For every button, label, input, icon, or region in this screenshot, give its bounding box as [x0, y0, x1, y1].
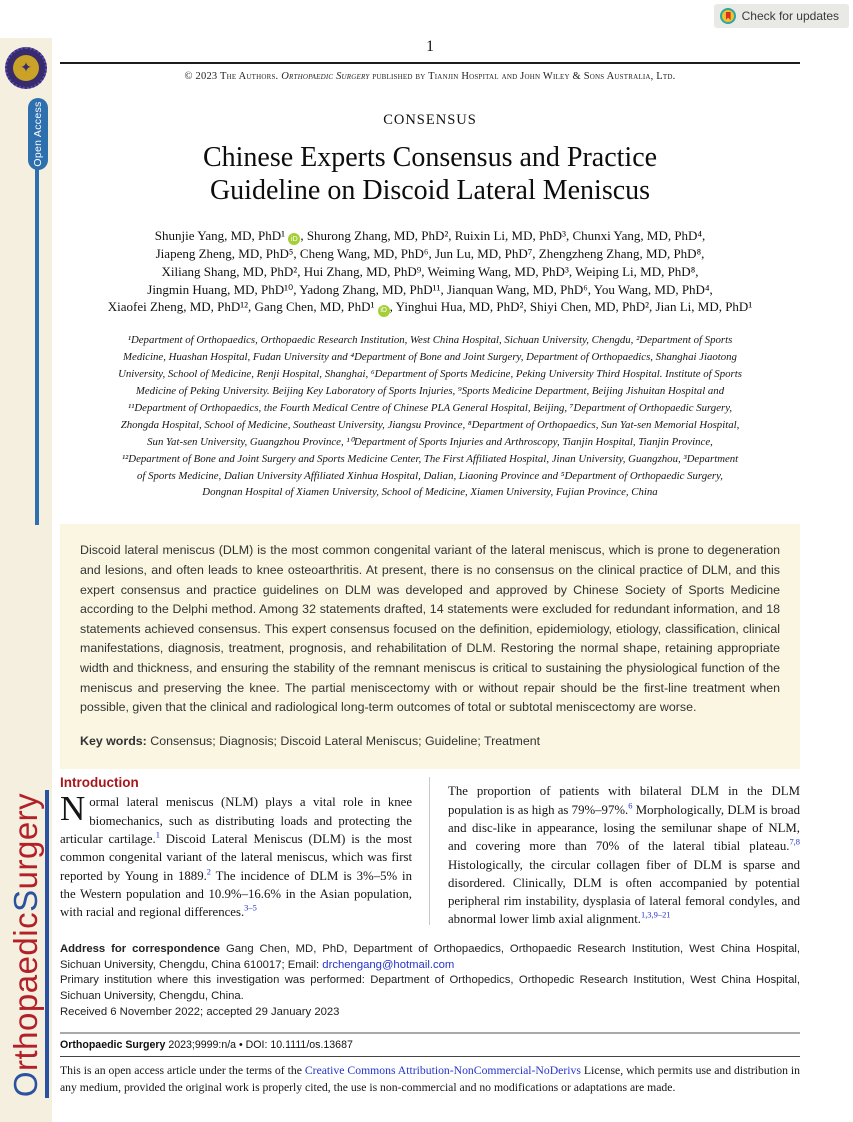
received-accepted: Received 6 November 2022; accepted 29 January 2023 [60, 1005, 340, 1018]
text-line: of Sports Medicine, Dalian University Affiliated Xinhua Hospital, Dalian, Liaoning Province and ⁵Department of Orthopaedic Surgery, [136, 469, 724, 482]
check-for-updates-label: Check for updates [741, 9, 839, 23]
abstract-box [60, 524, 800, 769]
title-line-2: Guideline on Discoid Lateral Meniscus [209, 174, 651, 206]
intro-column-left [60, 775, 412, 928]
text-line: Zhongda Hospital, School of Medicine, Southeast University, Jiangsu Province, ⁸Department of Orthopaedics, Sun Yat-sen Memorial Hospital, [120, 418, 740, 431]
introduction-section [60, 775, 800, 928]
text-line: Xiaofei Zheng, MD, PhD¹², Gang Chen, MD, PhD¹ iD , Yinghui Hua, MD, PhD², Shiyi Chen, MD, PhD², Jian Li, MD, PhD¹ [60, 298, 800, 317]
open-access-line [35, 162, 39, 525]
text-line: ¹²Department of Bone and Joint Surgery and Sports Medicine Center, The First Affiliated Hospital, Jinan University, Guangzhou, ³Department [121, 452, 739, 465]
orcid-icon: iD [378, 305, 390, 317]
seal-emblem: ✦ [13, 55, 39, 81]
text-line: ¹¹Department of Orthopaedics, the Fourth Medical Centre of Chinese PLA General Hospital, Beijing, ⁷Department of Orthopaedic Surgery, [127, 401, 733, 414]
journal-title-vertical: O rthopaedic S urgery [7, 792, 44, 1098]
title-line-1: Chinese Experts Consensus and Practice [202, 142, 658, 173]
intro-paragraph-right: The proportion of patients with bilateral DLM in the DLM population is as high as 79%–97%.$^6$ Morphologically, DLM is broad and disc-like in appearance, losing the semilunar shape of NLM, and covering more than 70% of the lateral tibial plateau.$^{7,8}$ Histologically, the circular collagen fiber of DLM is sparse and disordered. Clinically, DLM is often accompanied by potential peripheral rim instability, dysplasia of lateral femoral condyles, and abnormal lower limb axial alignment.$^{1,3,9-21}$ [448, 784, 800, 927]
page-number: 1 [426, 38, 434, 55]
article-type-label: CONSENSUS [383, 112, 477, 128]
text-line: Medicine, Huashan Hospital, Fudan University and ⁴Department of Bone and Joint Surgery, Department of Orthopaedics, Shanghai Jiaotong [123, 350, 737, 363]
text-line: Shunjie Yang, MD, PhD¹ iD , Shurong Zhang, MD, PhD², Ruixin Li, MD, PhD³, Chunxi Yang, MD, PhD⁴, [60, 227, 800, 246]
orcid-icon: iD [288, 233, 300, 245]
article-title [60, 142, 800, 208]
open-access-statement: This is an open access article under the terms of the Creative Commons Attribution-NonCommercial-NoDerivs License, which permits use and distribution in any medium, provided the original work is properly cited, the use is non-commercial and no modifications or adaptations are made. [60, 1063, 800, 1095]
footer-gray-rule [60, 1032, 800, 1034]
journal-doi-line: Orthopaedic Surgery 2023;9999:n/a • DOI: 10.1111/os.13687 [60, 1038, 353, 1051]
intro-column-right [448, 775, 800, 928]
article-content [60, 0, 800, 1097]
copyright-line: © 2023 The Authors. Orthopaedic Surgery published by Tianjin Hospital and John Wiley & Sons Australia, Ltd. [184, 71, 676, 82]
dropcap: N [60, 789, 86, 829]
intro-paragraph-left [60, 789, 413, 921]
introduction-heading: Introduction [60, 775, 139, 791]
text-line: ¹Department of Orthopaedics, Orthopaedic Research Institution, West China Hospital, Sichuan University, Chengdu, ²Department of Sports [127, 334, 733, 347]
author-list [60, 227, 800, 318]
correspondence-block [60, 942, 800, 1021]
text-line: Dongnan Hospital of Xiamen University, School of Medicine, Xiamen University, Fujian Province, China [202, 486, 658, 499]
open-access-badge [28, 98, 48, 170]
keywords-line: Key words: Consensus; Diagnosis; Discoid Lateral Meniscus; Guideline; Treatment [80, 733, 541, 748]
text-line: Xiliang Shang, MD, PhD², Hui Zhang, MD, PhD⁹, Weiming Wang, MD, PhD³, Weiping Li, MD, PhD⁸, [161, 263, 699, 279]
affiliation-list [60, 332, 800, 501]
text-line: University, School of Medicine, Renji Hospital, Shanghai, ⁶Department of Sports Medicine, Peking University Third Hospital. Institute of Sports [118, 367, 742, 380]
seal-outer-ring [5, 47, 47, 89]
open-access-label: Open Access [32, 101, 44, 167]
text-line: Medicine of Peking University. Beijing Key Laboratory of Sports Injuries, ⁹Sports Medicine Department, Beijing Jishuitan Hospital and [135, 384, 725, 397]
column-divider [429, 777, 430, 924]
abstract-text: Discoid lateral meniscus (DLM) is the most common congenital variant of the lateral meniscus, which is prone to degeneration and lesions, and often leads to knee osteoarthritis. At present, there is no consensus on the clinical practice of DLM, and this expert consensus and practice guidelines on DLM was developed and approved by Chinese Society of Sports Medicine according to the Delphi method. Among 32 statements drafted, 14 statements were excluded for redundant information, and 18 statements achieved consensus. This expert consensus focused on the definition, epidemiology, etiology, classification, clinical manifestations, diagnosis, treatment, prognosis, and rehabilitation of DLM. Restoring the normal shape, retaining appropriate width and thickness, and ensuring the stability of the remnant meniscus is critical to sustaining the physiological function of the meniscus and preserving the knee. The partial meniscectomy with or without repair should be the first-line treatment when possible, given that the clinical and radiological long-term outcomes of total or subtotal meniscectomy are worse. [80, 543, 780, 715]
institution-seal-logo [4, 44, 48, 92]
primary-institution: Primary institution where this investigation was performed: Department of Orthopedics, Orthopedic Research Institution, West China Hospital, Sichuan University, Chengdu, China. [60, 974, 800, 1003]
header-rule [60, 62, 800, 64]
intro-left-text: ormal lateral meniscus (NLM) plays a vital role in knee biomechanics, such as distributing loads and protecting the articular cartilage.$^1$ Discoid Lateral Meniscus (DLM) is the most common congenital variant of the lateral meniscus, which was first reported by Young in 1889.$^2$ The incidence of DLM is 3%–5% in the Western population and 10.9%–16.6% in the Asian population, with racial and regional differences.$^{3-5}$ [60, 795, 413, 920]
footer-thin-rule [60, 1056, 800, 1057]
text-line: Sun Yat-sen University, Guangzhou Province, ¹⁰Department of Sports Injuries and Arthroscopy, Tianjin Hospital, Tianjin Province, [147, 435, 713, 448]
text-line: Jingmin Huang, MD, PhD¹⁰, Yadong Zhang, MD, PhD¹¹, Jianquan Wang, MD, PhD⁶, You Wang, MD, PhD⁴, [147, 281, 713, 297]
text-line: Jiapeng Zheng, MD, PhD⁵, Cheng Wang, MD, PhD⁶, Jun Lu, MD, PhD⁷, Zhengzheng Zhang, MD, PhD⁸, [155, 246, 705, 262]
correspondence-address: Address for correspondence Gang Chen, MD, PhD, Department of Orthopaedics, Orthopaedic Research Institution, West China Hospital, Sichuan University, Chengdu, China 610017; Email: drchengang@hotmail.com [60, 942, 801, 971]
